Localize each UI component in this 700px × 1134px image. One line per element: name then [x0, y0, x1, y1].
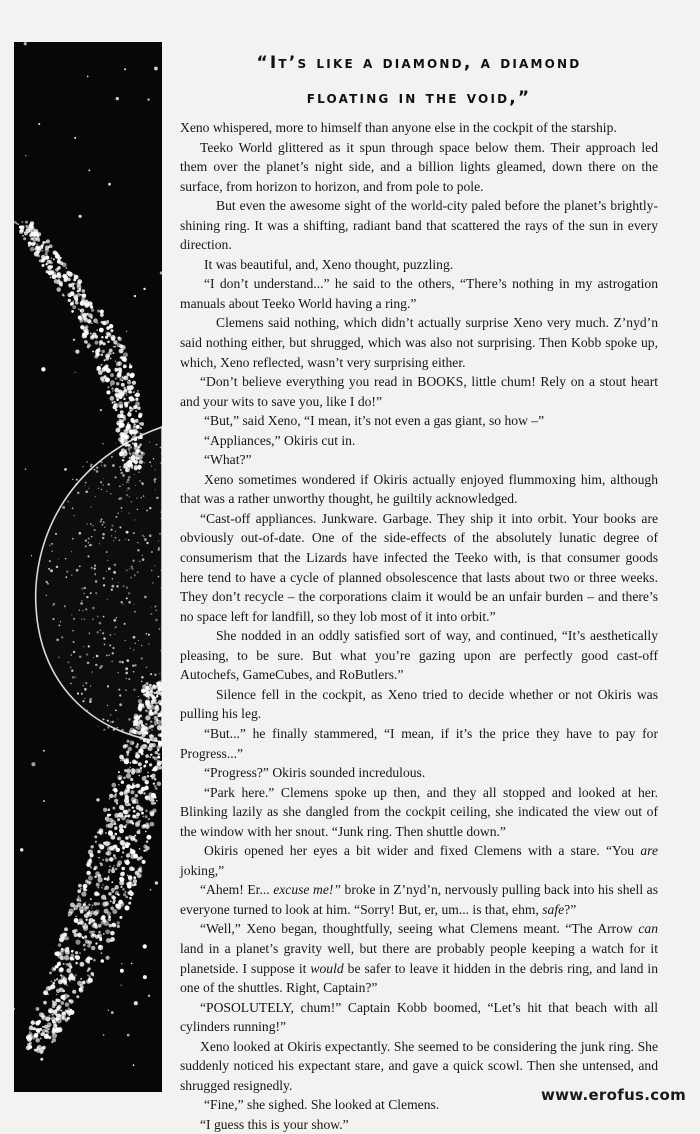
text-run: broke in Z’nyd’n, nervously pulling back into his shell as everyone turned to look at him. “Sorry! But, er, um... is that, ehm,	[180, 882, 658, 917]
story-paragraph	[180, 626, 658, 685]
text-run: “Cast-off appliances. Junkware. Garbage. They ship it into orbit. Your books are obviously out-of-date. One of the side-effects of the absolutely lunatic degree of consumerism that the Lizards have infected the Teeko with, is that consumer goods here tend to have a cycle of planned obsolescence that lasts about two or three weeks. They don’t recycle – the corporations claim it would be an unfair burden – and there’s no space left for landfill, so they lob most of it into orbit.”	[180, 510, 658, 624]
text-run: be safer to leave it hidden in the debris ring, and land in one of the shuttles. Right, Captain?”	[180, 960, 658, 996]
italic-text: would	[310, 960, 344, 976]
text-run: “What?”	[204, 452, 252, 468]
story-paragraph	[180, 509, 658, 626]
watermark: www.erofus.com	[540, 1086, 686, 1104]
story-paragraph	[180, 724, 658, 763]
text-run: ?”	[564, 901, 577, 917]
story-paragraph	[180, 1115, 658, 1134]
story-body	[180, 118, 658, 1134]
text-run: “Progress?” Okiris sounded incredulous.	[204, 765, 426, 781]
story-paragraph	[180, 138, 658, 197]
text-run: “Ahem! Er...	[200, 882, 274, 898]
text-run: “POSOLUTELY, chum!” Captain Kobb boomed, “Let’s hit that beach with all cylinders running!”	[180, 999, 658, 1035]
story-page	[180, 46, 658, 1134]
story-paragraph	[180, 118, 658, 138]
story-paragraph	[180, 841, 658, 880]
text-run: “I guess this is your show.”	[200, 1116, 349, 1132]
story-paragraph	[180, 431, 658, 451]
story-paragraph	[180, 763, 658, 783]
text-run: Clemens said nothing, which didn’t actually surprise Xeno very much. Z’nyd’n said nothing either, but shrugged, which was also not surprising. Then Kobb spoke up, which, Xeno reflected, wasn’t very surprising either.	[180, 315, 658, 370]
text-run: It was beautiful, and, Xeno thought, puzzling.	[204, 256, 454, 272]
headline-line-2: floating in the void,”	[306, 88, 532, 108]
text-run: Xeno whispered, more to himself than anyone else in the cockpit of the starship.	[180, 120, 617, 135]
space-illustration	[14, 42, 162, 1092]
text-run: She nodded in an oddly satisfied sort of way, and continued, “It’s aesthetically pleasing, to be sure. But what you’re gazing upon are perfectly good cast-off Autochefs, GameCubes, and RoButlers.”	[180, 628, 658, 683]
debris-ring-lower	[26, 680, 162, 1054]
text-run: “Don’t believe everything you read in BOOKS, little chum! Rely on a stout heart and your wits to save you, like I do!”	[180, 374, 658, 409]
story-paragraph	[180, 919, 658, 997]
text-run: “Appliances,” Okiris cut in.	[204, 432, 356, 448]
story-paragraph	[180, 372, 658, 411]
text-run: “But...” he finally stammered, “I mean, if it’s the price they have to pay for Progress...”	[180, 725, 658, 761]
story-paragraph	[180, 255, 658, 275]
story-paragraph	[180, 880, 658, 919]
text-run: Xeno sometimes wondered if Okiris actually enjoyed flummoxing him, although that was a rather unworthy thought, he guiltily acknowledged.	[180, 471, 658, 507]
text-run: land in a planet’s gravity well, but there are probably people keeping a watch for it planetside. I suppose it	[180, 940, 658, 976]
story-paragraph	[180, 998, 658, 1037]
text-run: Xeno looked at Okiris expectantly. She seemed to be considering the junk ring. She suddenly noticed his expectant stare, and gave a quick scowl. Then she untensed, and shrugged resignedly.	[180, 1038, 658, 1093]
text-run: Okiris opened her eyes a bit wider and fixed Clemens with a stare. “You	[204, 843, 641, 859]
text-run: Silence fell in the cockpit, as Xeno tried to decide whether or not Okiris was pulling his leg.	[180, 686, 658, 722]
planet-limb	[36, 427, 162, 742]
text-run: Teeko World glittered as it spun through space below them. Their approach led them over the planet’s night side, and a billion lights gleamed, down there on the surface, from horizon to horizon, and from pole to pole.	[180, 139, 658, 194]
debris-ring-upper	[14, 221, 145, 473]
story-paragraph	[180, 470, 658, 509]
story-paragraph	[180, 313, 658, 372]
story-paragraph	[180, 274, 658, 313]
headline-line-1: “It’s like a diamond, a diamond	[256, 53, 582, 73]
headline	[180, 46, 658, 116]
text-run: “Park here.” Clemens spoke up then, and they all stopped and looked at her. Blinking lazily as she dangled from the cockpit ceiling, she indicated the view out of the window with her snout. “Junk ring. Then shuttle down.”	[180, 784, 658, 839]
story-paragraph	[180, 196, 658, 255]
text-run: joking,”	[180, 862, 225, 878]
text-run: But even the awesome sight of the world-city paled before the planet’s brightly-shining ring. It was a shifting, radiant band that scattered the rays of the sun in every direction.	[180, 198, 658, 253]
italic-text: are	[640, 843, 658, 859]
story-paragraph	[180, 450, 658, 470]
story-paragraph	[180, 685, 658, 724]
text-run: “But,” said Xeno, “I mean, it’s not even a gas giant, so how –”	[204, 413, 545, 429]
story-paragraph	[180, 783, 658, 842]
italic-text: excuse me!”	[273, 882, 341, 898]
italic-text: safe	[542, 901, 565, 917]
story-paragraph	[180, 411, 658, 431]
text-run: “Well,” Xeno began, thoughtfully, seeing what Clemens meant. “The Arrow	[200, 921, 639, 937]
italic-text: can	[638, 921, 658, 937]
text-run: “I don’t understand...” he said to the others, “There’s nothing in my astrogation manuals about Teeko World having a ring.”	[180, 276, 658, 311]
text-run: “Fine,” she sighed. She looked at Clemens.	[204, 1097, 440, 1113]
